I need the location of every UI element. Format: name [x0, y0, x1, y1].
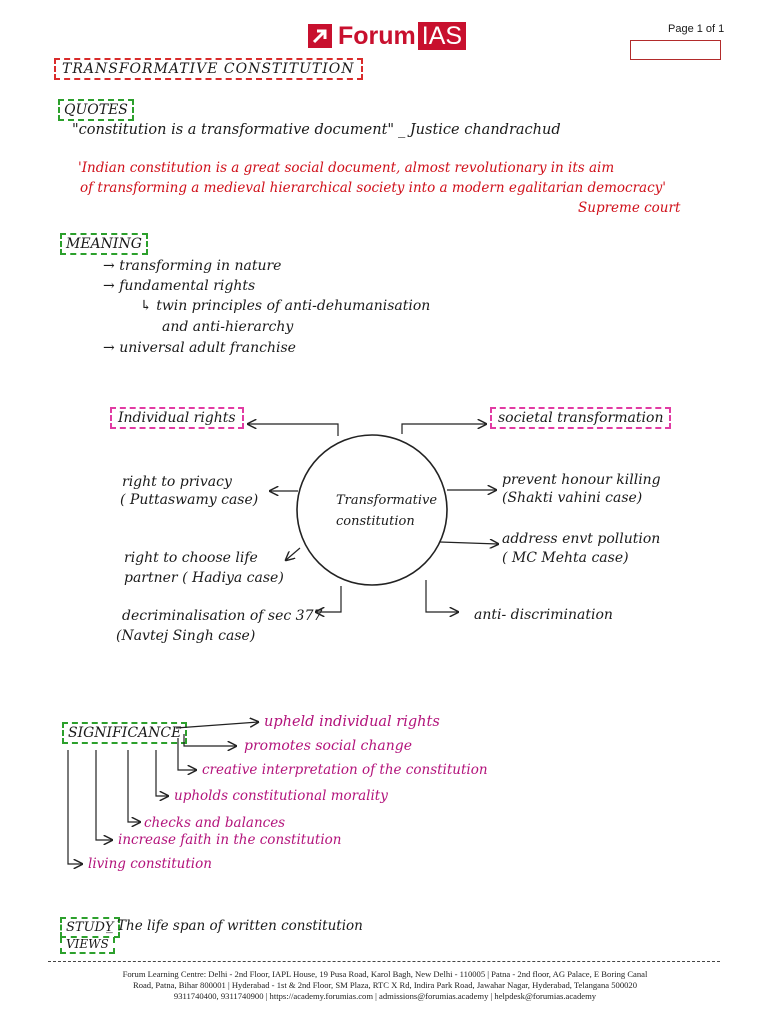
- quote-2-line-2: of transforming a medieval hierarchical society into a modern egalitarian democracy': [80, 180, 666, 196]
- quote-1-author: _ Justice chandrachud: [398, 122, 561, 138]
- right-heading: societal transformation: [490, 407, 671, 429]
- views-heading: VIEWS: [60, 937, 115, 954]
- right-branch-1-line-2: (Shakti vahini case): [502, 490, 643, 506]
- center-line-1: Transformative: [336, 493, 438, 508]
- right-branch-1-line-1: prevent honour killing: [502, 472, 661, 488]
- significance-item-6: increase faith in the constitution: [118, 832, 342, 848]
- quote-2-author: Supreme court: [578, 200, 681, 216]
- right-branch-2-line-2: ( MC Mehta case): [502, 550, 629, 566]
- right-branch-2-line-1: address envt pollution: [502, 531, 661, 547]
- left-branch-3-line-2: (Navtej Singh case): [116, 628, 256, 644]
- left-branch-1-line-1: right to privacy: [122, 474, 232, 490]
- footer-line-3: 9311740400, 9311740900 | https://academy.forumias.com | admissions@forumias.academy | helpdesk@forumias.academy: [173, 991, 597, 1001]
- page-title: TRANSFORMATIVE CONSTITUTION: [54, 58, 363, 80]
- study-text: _ The life span of written constitution: [106, 918, 363, 934]
- quotes-heading: QUOTES: [58, 99, 134, 121]
- left-branch-2-line-2: partner ( Hadiya case): [124, 570, 284, 586]
- left-heading: Individual rights: [110, 407, 244, 429]
- logo-word: Forum: [338, 21, 416, 50]
- footer-line-2: Road, Patna, Bihar 800001 | Hyderabad - 1st & 2nd Floor, SM Plaza, RTC X Rd, Indira Park Road, Jawahar Nagar, Hyderabad, Telangana 500020: [132, 980, 638, 990]
- left-branch-2-line-1: right to choose life: [124, 550, 258, 566]
- meaning-sub: ↳ twin principles of anti-dehumanisation: [140, 298, 431, 314]
- meaning-item: → universal adult franchise: [103, 340, 296, 356]
- study-heading: STUDY: [60, 917, 120, 938]
- meaning-sub-1: twin principles of anti-dehumanisation: [156, 298, 431, 314]
- right-branch-3: anti- discrimination: [474, 607, 613, 623]
- significance-item-3: creative interpretation of the constitution: [202, 762, 488, 778]
- meaning-sub-2: and anti-hierarchy: [162, 319, 294, 335]
- meaning-item-3: universal adult franchise: [119, 340, 296, 356]
- footer-line-1: Forum Learning Centre: Delhi - 2nd Floor, IAPL House, 19 Pusa Road, Karol Bagh, New Delhi - 110005 | Patna - 2nd floor, AG Palace, E Boring Canal: [122, 969, 648, 979]
- significance-heading: SIGNIFICANCE: [62, 722, 187, 744]
- page-label: Page 1 of 1: [668, 23, 725, 35]
- footer: [60, 969, 710, 1002]
- meaning-item: → fundamental rights: [103, 278, 256, 294]
- meaning-item-2: fundamental rights: [119, 278, 256, 294]
- footer-divider: [48, 961, 720, 962]
- meaning-item: → transforming in nature: [103, 258, 282, 274]
- center-circle: [297, 435, 447, 585]
- center-line-2: constitution: [336, 514, 415, 529]
- significance-item-2: promotes social change: [244, 738, 413, 754]
- quote-2-line-1: 'Indian constitution is a great social document, almost revolutionary in its aim: [78, 160, 615, 176]
- meaning-item-1: transforming in nature: [119, 258, 282, 274]
- quote-1: "constitution is a transformative document": [72, 122, 395, 138]
- left-branch-1-line-2: ( Puttaswamy case): [120, 492, 259, 508]
- significance-item-7: living constitution: [88, 856, 212, 872]
- significance-item-5: checks and balances: [144, 815, 286, 831]
- significance-item-4: upholds constitutional morality: [174, 788, 388, 804]
- meaning-heading: MEANING: [60, 233, 148, 255]
- significance-item-1: upheld individual rights: [264, 714, 440, 730]
- logo-highlight: IAS: [418, 22, 466, 50]
- left-branch-3-line-1: decriminalisation of sec 377: [122, 608, 323, 624]
